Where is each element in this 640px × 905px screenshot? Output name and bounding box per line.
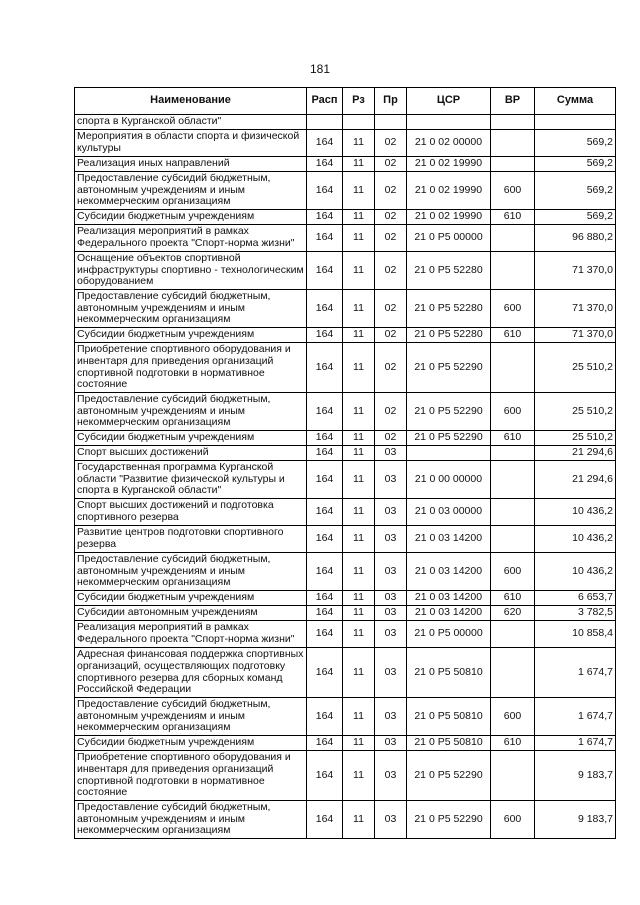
cell-rasp: 164 [307, 698, 343, 736]
cell-sum: 9 183,7 [535, 751, 616, 801]
cell-name: Реализация иных направлений [75, 157, 307, 172]
cell-rasp: 164 [307, 431, 343, 446]
cell-pr: 03 [375, 698, 407, 736]
cell-rasp: 164 [307, 157, 343, 172]
cell-rasp: 164 [307, 252, 343, 290]
cell-pr: 03 [375, 801, 407, 839]
cell-name: Приобретение спортивного оборудования и инвентаря для приведения организаций спортивной подготовки в нормативное состояние [75, 343, 307, 393]
cell-vr [491, 526, 535, 553]
cell-name: Реализация мероприятий в рамках Федерального проекта "Спорт-норма жизни" [75, 225, 307, 252]
cell-pr: 02 [375, 130, 407, 157]
table-row [75, 751, 616, 801]
cell-rz: 11 [343, 751, 375, 801]
cell-rz: 11 [343, 621, 375, 648]
cell-pr: 03 [375, 591, 407, 606]
cell-vr: 610 [491, 736, 535, 751]
cell-rz: 11 [343, 393, 375, 431]
cell-sum: 569,2 [535, 172, 616, 210]
cell-csr: 21 0 P5 52290 [407, 343, 491, 393]
table-row [75, 461, 616, 499]
cell-csr: 21 0 02 19990 [407, 157, 491, 172]
cell-sum: 569,2 [535, 130, 616, 157]
cell-vr: 600 [491, 172, 535, 210]
cell-rasp: 164 [307, 526, 343, 553]
cell-name: Мероприятия в области спорта и физической культуры [75, 130, 307, 157]
cell-name: Субсидии бюджетным учреждениям [75, 210, 307, 225]
cell-vr [491, 499, 535, 526]
header-sum: Сумма [535, 88, 616, 115]
cell-sum: 71 370,0 [535, 290, 616, 328]
cell-csr: 21 0 P5 52280 [407, 252, 491, 290]
cell-vr [491, 343, 535, 393]
cell-rasp: 164 [307, 621, 343, 648]
cell-pr: 03 [375, 553, 407, 591]
cell-pr: 02 [375, 225, 407, 252]
cell-rasp [307, 115, 343, 130]
cell-csr: 21 0 P5 52290 [407, 431, 491, 446]
table-row [75, 553, 616, 591]
cell-rasp: 164 [307, 130, 343, 157]
cell-rasp: 164 [307, 751, 343, 801]
cell-rasp: 164 [307, 648, 343, 698]
cell-pr: 02 [375, 328, 407, 343]
table-row [75, 526, 616, 553]
cell-csr: 21 0 00 00000 [407, 461, 491, 499]
table-row [75, 648, 616, 698]
cell-sum: 569,2 [535, 210, 616, 225]
table-row [75, 736, 616, 751]
cell-rz: 11 [343, 736, 375, 751]
cell-rasp: 164 [307, 553, 343, 591]
cell-name: Предоставление субсидий бюджетным, автономным учреждениям и иным некоммерческим организациям [75, 698, 307, 736]
cell-rasp: 164 [307, 290, 343, 328]
cell-name: Предоставление субсидий бюджетным, автономным учреждениям и иным некоммерческим организациям [75, 290, 307, 328]
cell-name: спорта в Курганской области" [75, 115, 307, 130]
cell-rz: 11 [343, 461, 375, 499]
cell-name: Субсидии бюджетным учреждениям [75, 591, 307, 606]
table-row [75, 115, 616, 130]
cell-sum: 1 674,7 [535, 648, 616, 698]
cell-sum: 21 294,6 [535, 446, 616, 461]
table-row [75, 157, 616, 172]
cell-rasp: 164 [307, 736, 343, 751]
cell-sum: 25 510,2 [535, 431, 616, 446]
cell-pr: 02 [375, 172, 407, 210]
cell-csr: 21 0 P5 50810 [407, 698, 491, 736]
cell-name: Предоставление субсидий бюджетным, автономным учреждениям и иным некоммерческим организациям [75, 172, 307, 210]
page-number: 181 [309, 62, 331, 76]
table-row [75, 446, 616, 461]
cell-sum: 71 370,0 [535, 328, 616, 343]
cell-rz: 11 [343, 648, 375, 698]
cell-name: Государственная программа Курганской области "Развитие физической культуры и спорта в Курганской области" [75, 461, 307, 499]
cell-name: Субсидии бюджетным учреждениям [75, 328, 307, 343]
cell-rz: 11 [343, 225, 375, 252]
cell-pr: 03 [375, 751, 407, 801]
cell-rz: 11 [343, 290, 375, 328]
cell-pr: 03 [375, 606, 407, 621]
cell-rz: 11 [343, 801, 375, 839]
cell-pr: 03 [375, 648, 407, 698]
cell-csr: 21 0 03 14200 [407, 606, 491, 621]
cell-sum: 10 436,2 [535, 526, 616, 553]
cell-name: Развитие центров подготовки спортивного резерва [75, 526, 307, 553]
cell-name: Субсидии бюджетным учреждениям [75, 431, 307, 446]
table-row [75, 499, 616, 526]
header-pr: Пр [375, 88, 407, 115]
cell-vr [491, 252, 535, 290]
cell-vr: 600 [491, 801, 535, 839]
header-rasp: Расп [307, 88, 343, 115]
cell-csr: 21 0 02 00000 [407, 130, 491, 157]
table-row [75, 343, 616, 393]
cell-sum: 1 674,7 [535, 698, 616, 736]
table-body [75, 115, 616, 839]
header-rz: Рз [343, 88, 375, 115]
cell-vr: 600 [491, 290, 535, 328]
cell-rz: 11 [343, 698, 375, 736]
cell-pr: 03 [375, 736, 407, 751]
table-row [75, 210, 616, 225]
cell-rz: 11 [343, 172, 375, 210]
table-header [75, 88, 616, 115]
cell-name: Спорт высших достижений [75, 446, 307, 461]
cell-sum: 3 782,5 [535, 606, 616, 621]
cell-csr: 21 0 P5 50810 [407, 736, 491, 751]
cell-sum: 10 436,2 [535, 499, 616, 526]
cell-vr: 600 [491, 553, 535, 591]
cell-sum: 25 510,2 [535, 343, 616, 393]
cell-name: Оснащение объектов спортивной инфраструктуры спортивно - технологическим оборудованием [75, 252, 307, 290]
cell-pr: 02 [375, 290, 407, 328]
cell-csr: 21 0 P5 00000 [407, 621, 491, 648]
cell-sum: 9 183,7 [535, 801, 616, 839]
cell-vr: 610 [491, 328, 535, 343]
table-row [75, 431, 616, 446]
table-row [75, 606, 616, 621]
cell-sum: 10 858,4 [535, 621, 616, 648]
cell-vr [491, 461, 535, 499]
cell-rz: 11 [343, 591, 375, 606]
cell-vr: 610 [491, 591, 535, 606]
cell-vr [491, 157, 535, 172]
cell-rz [343, 115, 375, 130]
cell-pr: 02 [375, 210, 407, 225]
cell-pr: 02 [375, 431, 407, 446]
cell-rz: 11 [343, 210, 375, 225]
cell-pr: 02 [375, 157, 407, 172]
cell-pr: 03 [375, 499, 407, 526]
cell-name: Предоставление субсидий бюджетным, автономным учреждениям и иным некоммерческим организациям [75, 553, 307, 591]
cell-sum [535, 115, 616, 130]
table-row [75, 172, 616, 210]
cell-vr [491, 225, 535, 252]
cell-vr [491, 648, 535, 698]
cell-vr: 600 [491, 698, 535, 736]
cell-sum: 21 294,6 [535, 461, 616, 499]
header-vr: ВР [491, 88, 535, 115]
cell-vr: 620 [491, 606, 535, 621]
cell-rz: 11 [343, 606, 375, 621]
cell-rz: 11 [343, 252, 375, 290]
cell-pr: 03 [375, 621, 407, 648]
header-row [75, 88, 616, 115]
table-row [75, 252, 616, 290]
cell-pr: 02 [375, 393, 407, 431]
cell-rz: 11 [343, 499, 375, 526]
table-row [75, 591, 616, 606]
cell-name: Приобретение спортивного оборудования и инвентаря для приведения организаций спортивной подготовки в нормативное состояние [75, 751, 307, 801]
cell-csr [407, 115, 491, 130]
cell-rasp: 164 [307, 446, 343, 461]
cell-name: Спорт высших достижений и подготовка спортивного резерва [75, 499, 307, 526]
table-row [75, 393, 616, 431]
cell-rasp: 164 [307, 499, 343, 526]
cell-csr: 21 0 P5 52290 [407, 801, 491, 839]
cell-sum: 25 510,2 [535, 393, 616, 431]
cell-vr [491, 130, 535, 157]
cell-csr: 21 0 03 14200 [407, 553, 491, 591]
cell-rasp: 164 [307, 393, 343, 431]
cell-name: Субсидии автономным учреждениям [75, 606, 307, 621]
table-row [75, 621, 616, 648]
cell-rz: 11 [343, 553, 375, 591]
cell-name: Адресная финансовая поддержка спортивных организаций, осуществляющих подготовку спортивного резерва для сборных команд Российской Федерации [75, 648, 307, 698]
cell-name: Реализация мероприятий в рамках Федерального проекта "Спорт-норма жизни" [75, 621, 307, 648]
cell-csr: 21 0 P5 52280 [407, 290, 491, 328]
header-name: Наименование [75, 88, 307, 115]
cell-csr: 21 0 P5 52280 [407, 328, 491, 343]
cell-sum: 10 436,2 [535, 553, 616, 591]
cell-pr: 02 [375, 252, 407, 290]
budget-table [74, 87, 616, 839]
cell-rasp: 164 [307, 606, 343, 621]
cell-csr: 21 0 P5 50810 [407, 648, 491, 698]
cell-rasp: 164 [307, 343, 343, 393]
cell-sum: 569,2 [535, 157, 616, 172]
cell-csr: 21 0 03 14200 [407, 526, 491, 553]
table-row [75, 225, 616, 252]
cell-rasp: 164 [307, 172, 343, 210]
cell-rasp: 164 [307, 461, 343, 499]
table-row [75, 698, 616, 736]
cell-sum: 96 880,2 [535, 225, 616, 252]
cell-pr [375, 115, 407, 130]
cell-csr: 21 0 03 00000 [407, 499, 491, 526]
cell-rz: 11 [343, 328, 375, 343]
header-csr: ЦСР [407, 88, 491, 115]
cell-name: Предоставление субсидий бюджетным, автономным учреждениям и иным некоммерческим организациям [75, 801, 307, 839]
cell-rasp: 164 [307, 801, 343, 839]
cell-pr: 03 [375, 526, 407, 553]
cell-rz: 11 [343, 431, 375, 446]
cell-csr: 21 0 02 19990 [407, 172, 491, 210]
cell-csr: 21 0 P5 52290 [407, 393, 491, 431]
cell-vr: 600 [491, 393, 535, 431]
cell-sum: 6 653,7 [535, 591, 616, 606]
cell-vr [491, 115, 535, 130]
cell-rasp: 164 [307, 225, 343, 252]
table-row [75, 290, 616, 328]
cell-rasp: 164 [307, 591, 343, 606]
cell-csr: 21 0 03 14200 [407, 591, 491, 606]
cell-rz: 11 [343, 446, 375, 461]
cell-vr [491, 621, 535, 648]
cell-rz: 11 [343, 526, 375, 553]
cell-rasp: 164 [307, 210, 343, 225]
cell-pr: 03 [375, 461, 407, 499]
cell-vr [491, 446, 535, 461]
cell-name: Субсидии бюджетным учреждениям [75, 736, 307, 751]
cell-csr: 21 0 02 19990 [407, 210, 491, 225]
table-row [75, 801, 616, 839]
table-row [75, 328, 616, 343]
cell-vr: 610 [491, 431, 535, 446]
cell-sum: 71 370,0 [535, 252, 616, 290]
cell-rz: 11 [343, 157, 375, 172]
cell-rz: 11 [343, 130, 375, 157]
cell-csr [407, 446, 491, 461]
cell-vr: 610 [491, 210, 535, 225]
cell-csr: 21 0 P5 00000 [407, 225, 491, 252]
cell-rasp: 164 [307, 328, 343, 343]
cell-rz: 11 [343, 343, 375, 393]
cell-pr: 02 [375, 343, 407, 393]
cell-csr: 21 0 P5 52290 [407, 751, 491, 801]
cell-pr: 03 [375, 446, 407, 461]
cell-sum: 1 674,7 [535, 736, 616, 751]
table-row [75, 130, 616, 157]
cell-name: Предоставление субсидий бюджетным, автономным учреждениям и иным некоммерческим организациям [75, 393, 307, 431]
cell-vr [491, 751, 535, 801]
